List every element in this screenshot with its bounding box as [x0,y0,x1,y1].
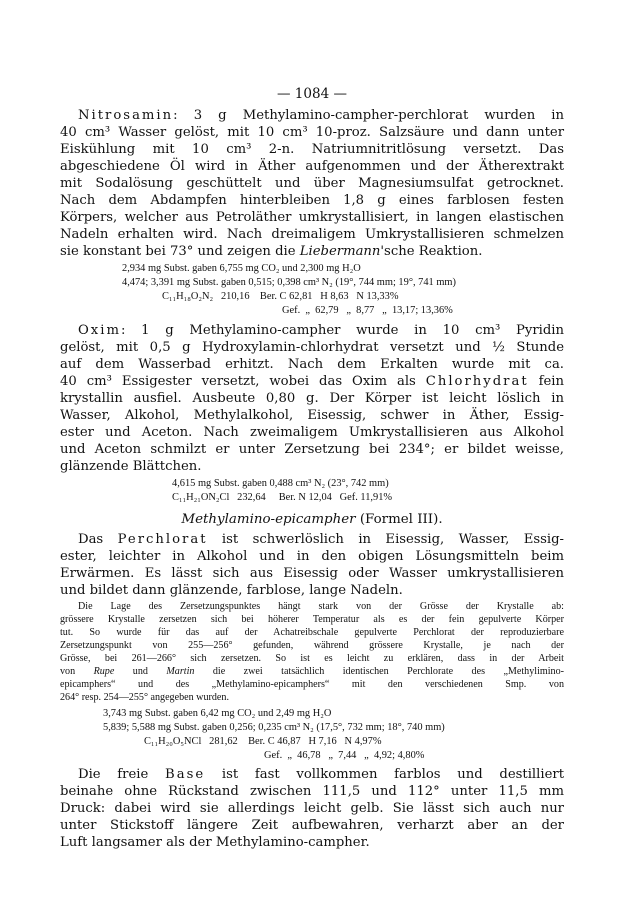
text-line: unter Stickstoff längere Zeit aufbewahren, verharzt aber an der [60,818,564,833]
text-line: und Aceton schmilzt er unter Zersetzung bei 234°; er bildet weisse, [60,442,564,457]
author-name: Martin [166,666,195,677]
footnote-line: Zersetzungspunkt von 255—256° gefunden, während grössere Krystalle, je nach der [60,640,564,651]
text-line: ester und Aceton. Nach zweimaligem Umkrystallisieren aus Alkohol [60,425,564,440]
found-line: Gef. „ 46,78 „ 7,44 „ 4,92; 4,80% [264,750,425,761]
section-heading: Methylamino-epicampher (Formel III). [181,512,443,527]
author-name: Rupe [93,666,115,677]
text-line: auf dem Wasserbad erhitzt. Nach dem Erkalten wurde mit ca. [60,357,564,372]
text-line: Körpers, welcher aus Petroläther umkrystallisiert, in langen elastischen [60,210,564,225]
analysis-line: 5,839; 5,588 mg Subst. gaben 0,256; 0,235 cm³ N₂ (17,5°, 732 mm; 18°, 740 mm) [103,722,445,733]
footnote-line: von Rupe und Martin die zwei tatsächlich identischen Perchlorate des „Methylimino- [60,666,564,677]
footnote-line: Grösse, bei 261—266° sich zersetzen. So ist es leicht zu erklären, dass in der Arbeit [60,653,564,664]
text-line: abgeschiedene Öl wird in Äther aufgenommen und der Ätherextrakt [60,159,564,174]
text-line: Erwärmen. Es lässt sich aus Eisessig oder Wasser umkrystallisieren [60,566,564,581]
analysis-line: 2,934 mg Subst. gaben 6,755 mg CO₂ und 2,300 mg H₂O [122,263,361,274]
analysis-line: 3,743 mg Subst. gaben 6,42 mg CO₂ und 2,49 mg H₂O [103,708,332,719]
footnote-line: Die Lage des Zersetzungspunktes hängt stark von der Grösse der Krystalle ab: [78,601,564,612]
footnote-line: 264° resp. 254—255° angegeben wurden. [60,692,229,703]
text-line: mit Sodalösung geschüttelt und über Magnesiumsulfat getrocknet. [60,176,564,191]
analysis-line: 4,474; 3,391 mg Subst. gaben 0,515; 0,398 cm³ N₂ (19°, 744 mm; 19°, 741 mm) [122,277,456,288]
oxim-label: Oxim [78,323,121,338]
text-line: und bildet dann glänzende, farblose, lange Nadeln. [60,583,403,598]
text-line: krystallin ausfiel. Ausbeute 0,80 g. Der Körper ist leicht löslich in [60,391,564,406]
text-line: Druck: dabei wird sie allerdings leicht gelb. Sie lässt sich auch nur [60,801,564,816]
text-line: Wasser, Alkohol, Methylalkohol, Eisessig, schwer in Äther, Essig- [60,408,564,423]
chlorhydrat-label: Chlorhydrat [425,374,529,389]
text-line: Oxim: 1 g Methylamino-campher wurde in 10 cm³ Pyridin [78,323,564,338]
nitrosamin-label: Nitrosamin [78,108,174,123]
footnote-line: grössere Krystalle zersetzen sich bei höherer Temperatur als es der fein gepulverte Körper [60,614,564,625]
formula-line: C₁₁H₂₁ON₂Cl 232,64 Ber. N 12,04 Gef. 11,91% [172,492,393,503]
perchlorat-label: Perchlorat [117,532,208,547]
text-line: ester, leichter in Alkohol und in den obigen Lösungsmitteln beim [60,549,564,564]
text-line: gelöst, mit 0,5 g Hydroxylamin-chlorhydrat versetzt und ½ Stunde [60,340,564,355]
footnote-line: tut. So wurde für das auf der Achatreibschale gepulverte Perchlorat der reproduzierbare [60,627,564,638]
text-line: glänzende Blättchen. [60,459,202,474]
text-line: 40 cm³ Essigester versetzt, wobei das Oxim als Chlorhydrat fein [60,374,564,389]
formula-line: C₁₁H₂₀O₅NCl 281,62 Ber. C 46,87 H 7,16 N 4,97% [144,736,382,747]
text-line: sie konstant bei 73° und zeigen die Liebermann'sche Reaktion. [60,244,483,259]
footnote-line: epicamphers“ und des „Methylamino-epicamphers“ mit den verschiedenen Smp. von [60,679,564,690]
text-line: Eiskühlung mit 10 cm³ 2-n. Natriumnitritlösung versetzt. Das [60,142,564,157]
text-line: Das Perchlorat ist schwerlöslich in Eisessig, Wasser, Essig- [78,532,564,547]
author-name: Liebermann [299,244,381,259]
text-line: Nadeln erhalten wird. Nach dreimaligem Umkrystallisieren schmelzen [60,227,564,242]
text-line: beinahe ohne Rückstand zwischen 111,5 und 112° unter 11,5 mm [60,784,564,799]
page-number: — 1084 — [277,86,347,102]
analysis-line: 4,615 mg Subst. gaben 0,488 cm³ N₂ (23°, 742 mm) [172,478,389,489]
text-line: Nach dem Abdampfen hinterbleiben 1,8 g eines farblosen festen [60,193,564,208]
found-line: Gef. „ 62,79 „ 8,77 „ 13,17; 13,36% [282,305,453,316]
text-line: Nitrosamin: 3 g Methylamino-campher-perchlorat wurden in [78,108,564,123]
text-line: Luft langsamer als der Methylamino-campher. [60,835,370,850]
text-line: Die freie Base ist fast vollkommen farblos und destilliert [78,767,564,782]
formula-line: C₁₁H₁₈O₂N₂ 210,16 Ber. C 62,81 H 8,63 N 13,33% [162,291,399,302]
text-line: 40 cm³ Wasser gelöst, mit 10 cm³ 10-proz. Salzsäure und dann unter [60,125,564,140]
base-label: Base [165,767,206,782]
